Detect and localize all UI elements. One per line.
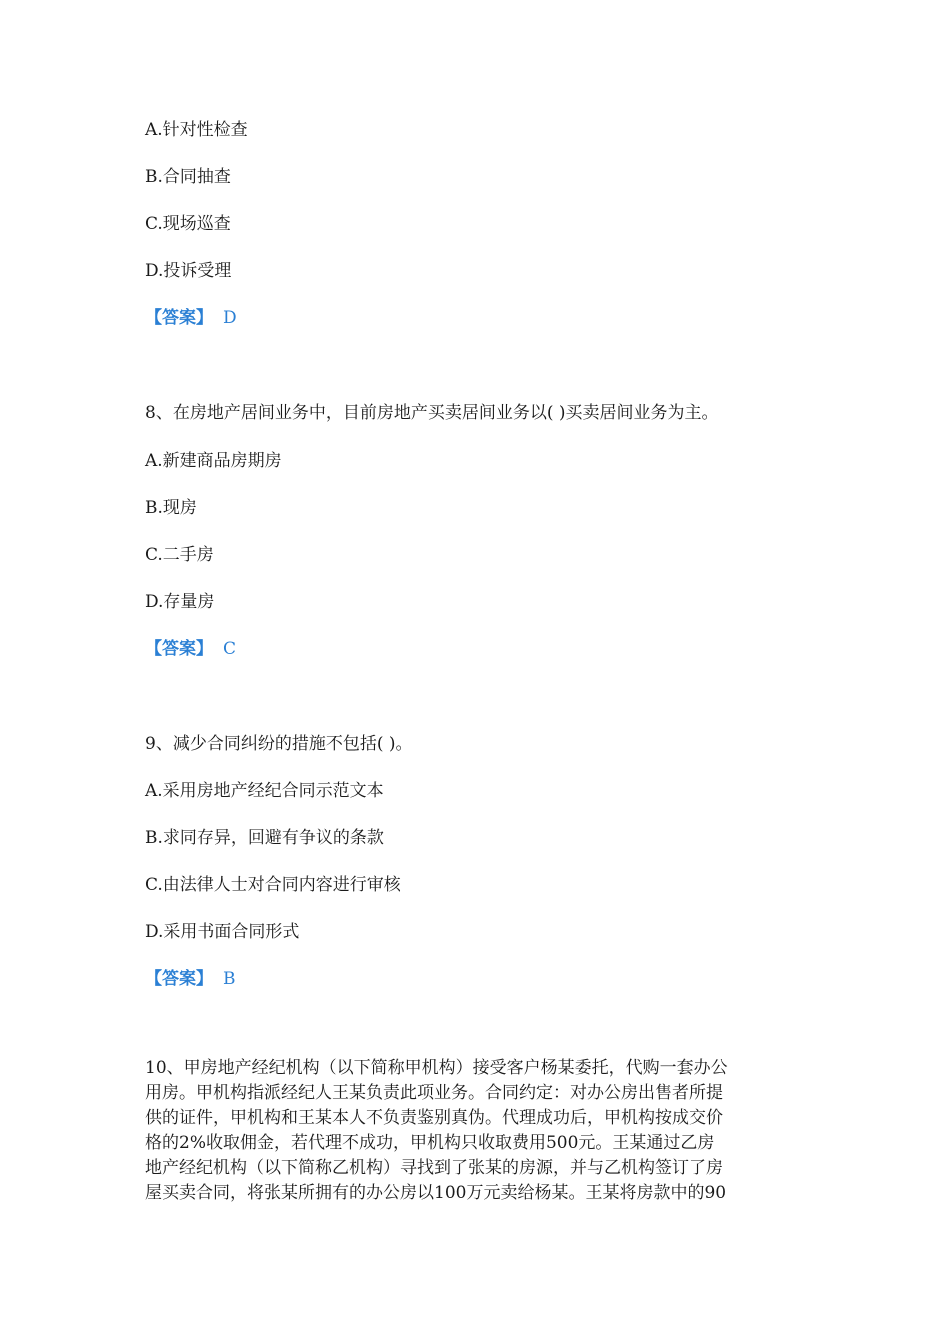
answer-value: C: [223, 639, 237, 659]
q8-option-a: A.新建商品房期房: [145, 451, 282, 471]
q7-option-a: A.针对性检查: [145, 120, 248, 140]
q9-answer: [145, 964, 236, 989]
q8-option-b: B.现房: [145, 498, 197, 518]
q8-option-c: C.二手房: [145, 545, 214, 565]
q10-paragraph: [145, 1056, 805, 1206]
q7-option-d: D.投诉受理: [145, 261, 232, 281]
q10-line: 供的证件，甲机构和王某本人不负责鉴别真伪。代理成功后，甲机构按成交价: [145, 1108, 723, 1128]
answer-value: D: [223, 308, 237, 328]
q8-question: 8、在房地产居间业务中，目前房地产买卖居间业务以( )买卖居间业务为主。: [145, 403, 719, 423]
q10-line: 格的2%收取佣金，若代理不成功，甲机构只收取费用500元。王某通过乙房: [145, 1133, 715, 1153]
q9-option-a: A.采用房地产经纪合同示范文本: [145, 781, 384, 801]
q7-option-b: B.合同抽查: [145, 167, 231, 187]
answer-label: 【答案】: [145, 639, 213, 659]
q10-line: 屋买卖合同，将张某所拥有的办公房以100万元卖给杨某。王某将房款中的90: [145, 1183, 727, 1203]
q10-line: 10、甲房地产经纪机构（以下简称甲机构）接受客户杨某委托，代购一套办公: [145, 1058, 728, 1078]
q8-answer: [145, 634, 236, 659]
q8-option-d: D.存量房: [145, 592, 215, 612]
q7-option-c: C.现场巡查: [145, 214, 231, 234]
q10-line: 地产经纪机构（以下简称乙机构）寻找到了张某的房源，并与乙机构签订了房: [145, 1158, 723, 1178]
q9-question: 9、减少合同纠纷的措施不包括( )。: [145, 734, 413, 754]
q9-option-b: B.求同存异，回避有争议的条款: [145, 828, 384, 848]
answer-label: 【答案】: [145, 308, 213, 328]
q9-option-d: D.采用书面合同形式: [145, 922, 300, 942]
q9-option-c: C.由法律人士对合同内容进行审核: [145, 875, 401, 895]
answer-value: B: [223, 969, 236, 989]
q7-answer: [145, 303, 237, 328]
answer-label: 【答案】: [145, 969, 213, 989]
q10-line: 用房。甲机构指派经纪人王某负责此项业务。合同约定：对办公房出售者所提: [145, 1083, 723, 1103]
